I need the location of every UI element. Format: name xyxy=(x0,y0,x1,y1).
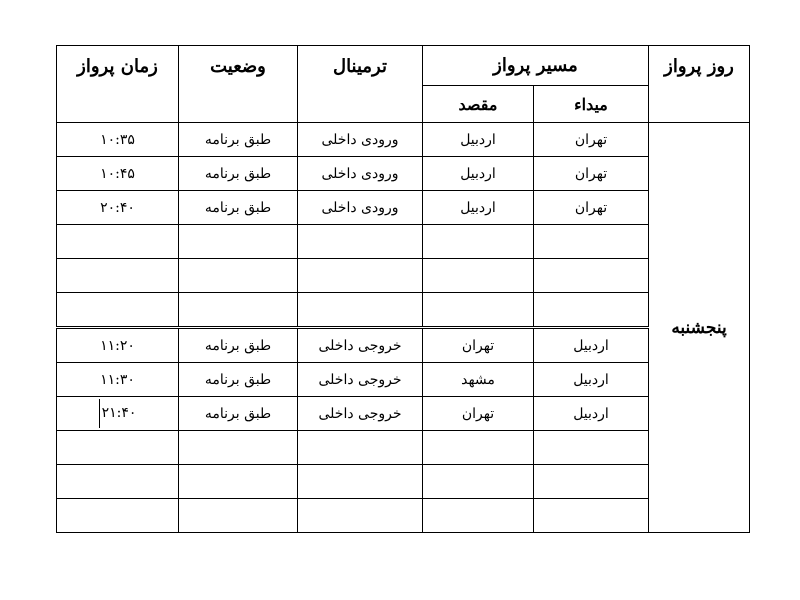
empty-cell xyxy=(298,259,423,293)
origin-cell: اردبیل xyxy=(534,397,649,431)
time-cell: ۱۰:۴۵ xyxy=(57,157,179,191)
header-time: زمان پرواز xyxy=(57,46,179,123)
destination-cell: تهران xyxy=(423,328,534,363)
empty-row xyxy=(57,499,750,533)
time-cell: ۲۰:۴۰ xyxy=(57,191,179,225)
table-row xyxy=(57,191,750,225)
empty-cell xyxy=(534,465,649,499)
empty-cell xyxy=(423,499,534,533)
terminal-cell: خروجی داخلی xyxy=(298,363,423,397)
empty-cell xyxy=(423,431,534,465)
flight-schedule-table xyxy=(56,45,750,533)
empty-cell xyxy=(179,259,298,293)
empty-cell xyxy=(534,499,649,533)
destination-cell: تهران xyxy=(423,397,534,431)
empty-cell xyxy=(298,293,423,328)
empty-cell xyxy=(423,465,534,499)
origin-cell: اردبیل xyxy=(534,363,649,397)
table-row xyxy=(57,328,750,363)
empty-cell xyxy=(57,431,179,465)
empty-cell xyxy=(534,225,649,259)
status-cell: طبق برنامه xyxy=(179,328,298,363)
origin-cell: تهران xyxy=(534,191,649,225)
empty-cell xyxy=(423,225,534,259)
empty-cell xyxy=(179,225,298,259)
empty-cell xyxy=(179,431,298,465)
status-cell: طبق برنامه xyxy=(179,191,298,225)
empty-cell xyxy=(298,431,423,465)
status-cell: طبق برنامه xyxy=(179,397,298,431)
header-destination: مقصد xyxy=(423,86,534,123)
header-terminal: ترمینال xyxy=(298,46,423,123)
empty-cell xyxy=(57,259,179,293)
terminal-cell: ورودی داخلی xyxy=(298,157,423,191)
time-cell: ۱۱:۳۰ xyxy=(57,363,179,397)
origin-cell: تهران xyxy=(534,123,649,157)
destination-cell: اردبیل xyxy=(423,157,534,191)
terminal-cell: ورودی داخلی xyxy=(298,191,423,225)
time-cell: ۱۱:۲۰ xyxy=(57,328,179,363)
empty-cell xyxy=(57,465,179,499)
empty-cell xyxy=(534,431,649,465)
header-origin: میداء xyxy=(534,86,649,123)
empty-cell xyxy=(423,259,534,293)
status-cell: طبق برنامه xyxy=(179,157,298,191)
status-cell: طبق برنامه xyxy=(179,363,298,397)
empty-cell xyxy=(57,225,179,259)
empty-cell xyxy=(423,293,534,328)
destination-cell: مشهد xyxy=(423,363,534,397)
empty-cell xyxy=(534,259,649,293)
empty-cell xyxy=(534,293,649,328)
empty-row xyxy=(57,465,750,499)
terminal-cell: خروجی داخلی xyxy=(298,397,423,431)
empty-cell xyxy=(298,465,423,499)
empty-cell xyxy=(57,293,179,328)
empty-cell xyxy=(179,499,298,533)
table-row xyxy=(57,123,750,157)
time-value: ۲۱:۴۰ xyxy=(99,399,137,428)
empty-cell xyxy=(179,465,298,499)
table-row xyxy=(57,397,750,431)
day-cell: پنجشنبه xyxy=(649,123,750,533)
table-row xyxy=(57,157,750,191)
destination-cell: اردبیل xyxy=(423,123,534,157)
header-day: روز پرواز xyxy=(649,46,750,123)
time-cell: ۱۰:۳۵ xyxy=(57,123,179,157)
empty-row xyxy=(57,293,750,328)
table-row xyxy=(57,363,750,397)
time-cell xyxy=(57,397,179,431)
destination-cell: اردبیل xyxy=(423,191,534,225)
header-route: مسیر پرواز xyxy=(423,46,649,86)
empty-row xyxy=(57,259,750,293)
empty-cell xyxy=(298,225,423,259)
terminal-cell: ورودی داخلی xyxy=(298,123,423,157)
empty-row xyxy=(57,431,750,465)
empty-row xyxy=(57,225,750,259)
header-status: وضعیت xyxy=(179,46,298,123)
status-cell: طبق برنامه xyxy=(179,123,298,157)
origin-cell: تهران xyxy=(534,157,649,191)
empty-cell xyxy=(298,499,423,533)
terminal-cell: خروجی داخلی xyxy=(298,328,423,363)
empty-cell xyxy=(57,499,179,533)
origin-cell: اردبیل xyxy=(534,328,649,363)
empty-cell xyxy=(179,293,298,328)
